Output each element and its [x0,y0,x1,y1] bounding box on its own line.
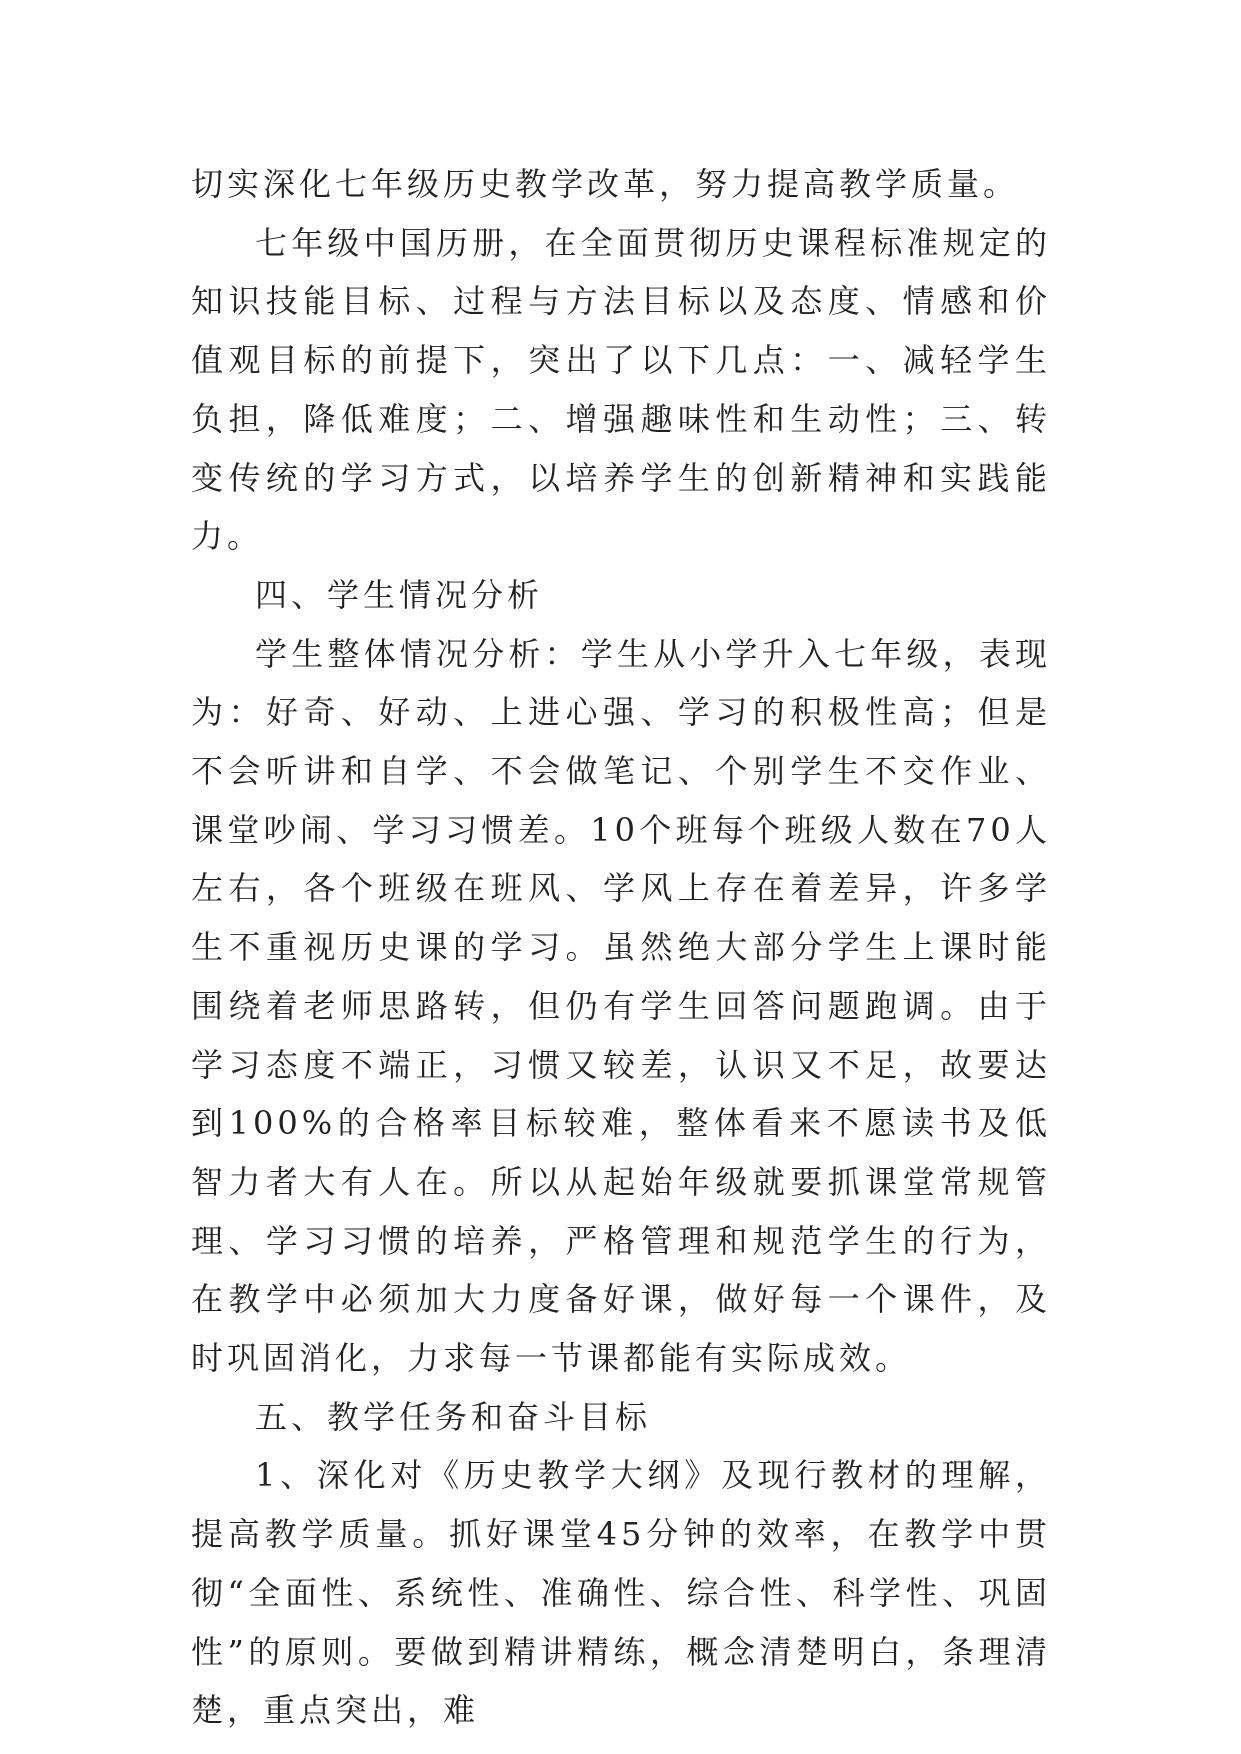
document-body [191,155,1051,1740]
section-heading-student-analysis: 四、学生情况分析 [255,575,544,614]
section-heading-teaching-goals: 五、教学任务和奋斗目标 [255,1397,652,1436]
paragraph-textbook-features: 七年级中国历册，在全面贯彻历史课程标准规定的知识技能目标、过程与方法目标以及态度、情感和价值观目标的前提下，突出了以下几点：一、减轻学生负担，降低难度；二、增强趣味性和生动性；三、转变传统的学习方式，以培养学生的创新精神和实践能力。 [191,223,1051,556]
paragraph-continuation: 切实深化七年级历史教学改革，努力提高教学质量。 [191,165,1020,203]
paragraph-goal-1: 1、深化对《历史教学大纲》及现行教材的理解，提高教学质量。抓好课堂45分钟的效率，在教学中贯彻“全面性、系统性、准确性、综合性、科学性、巩固性”的原则。要做到精讲精练，概念清楚明白，条理清楚，重点突出，难 [191,1456,1051,1730]
paragraph-student-analysis: 学生整体情况分析：学生从小学升入七年级，表现为：好奇、好动、上进心强、学习的积极性高；但是不会听讲和自学、不会做笔记、个别学生不交作业、课堂吵闹、学习习惯差。10个班每个班级人数在70人左右，各个班级在班风、学风上存在着差异，许多学生不重视历史课的学习。虽然绝大部分学生上课时能围绕着老师思路转，但仍有学生回答问题跑调。由于学习态度不端正，习惯又较差，认识又不足，故要达到100%的合格率目标较难，整体看来不愿读书及低智力者大有人在。所以从起始年级就要抓课堂常规管理、学习习惯的培养，严格管理和规范学生的行为，在教学中必须加大力度备好课，做好每一个课件，及时巩固消化，力求每一节课都能有实际成效。 [191,634,1051,1378]
